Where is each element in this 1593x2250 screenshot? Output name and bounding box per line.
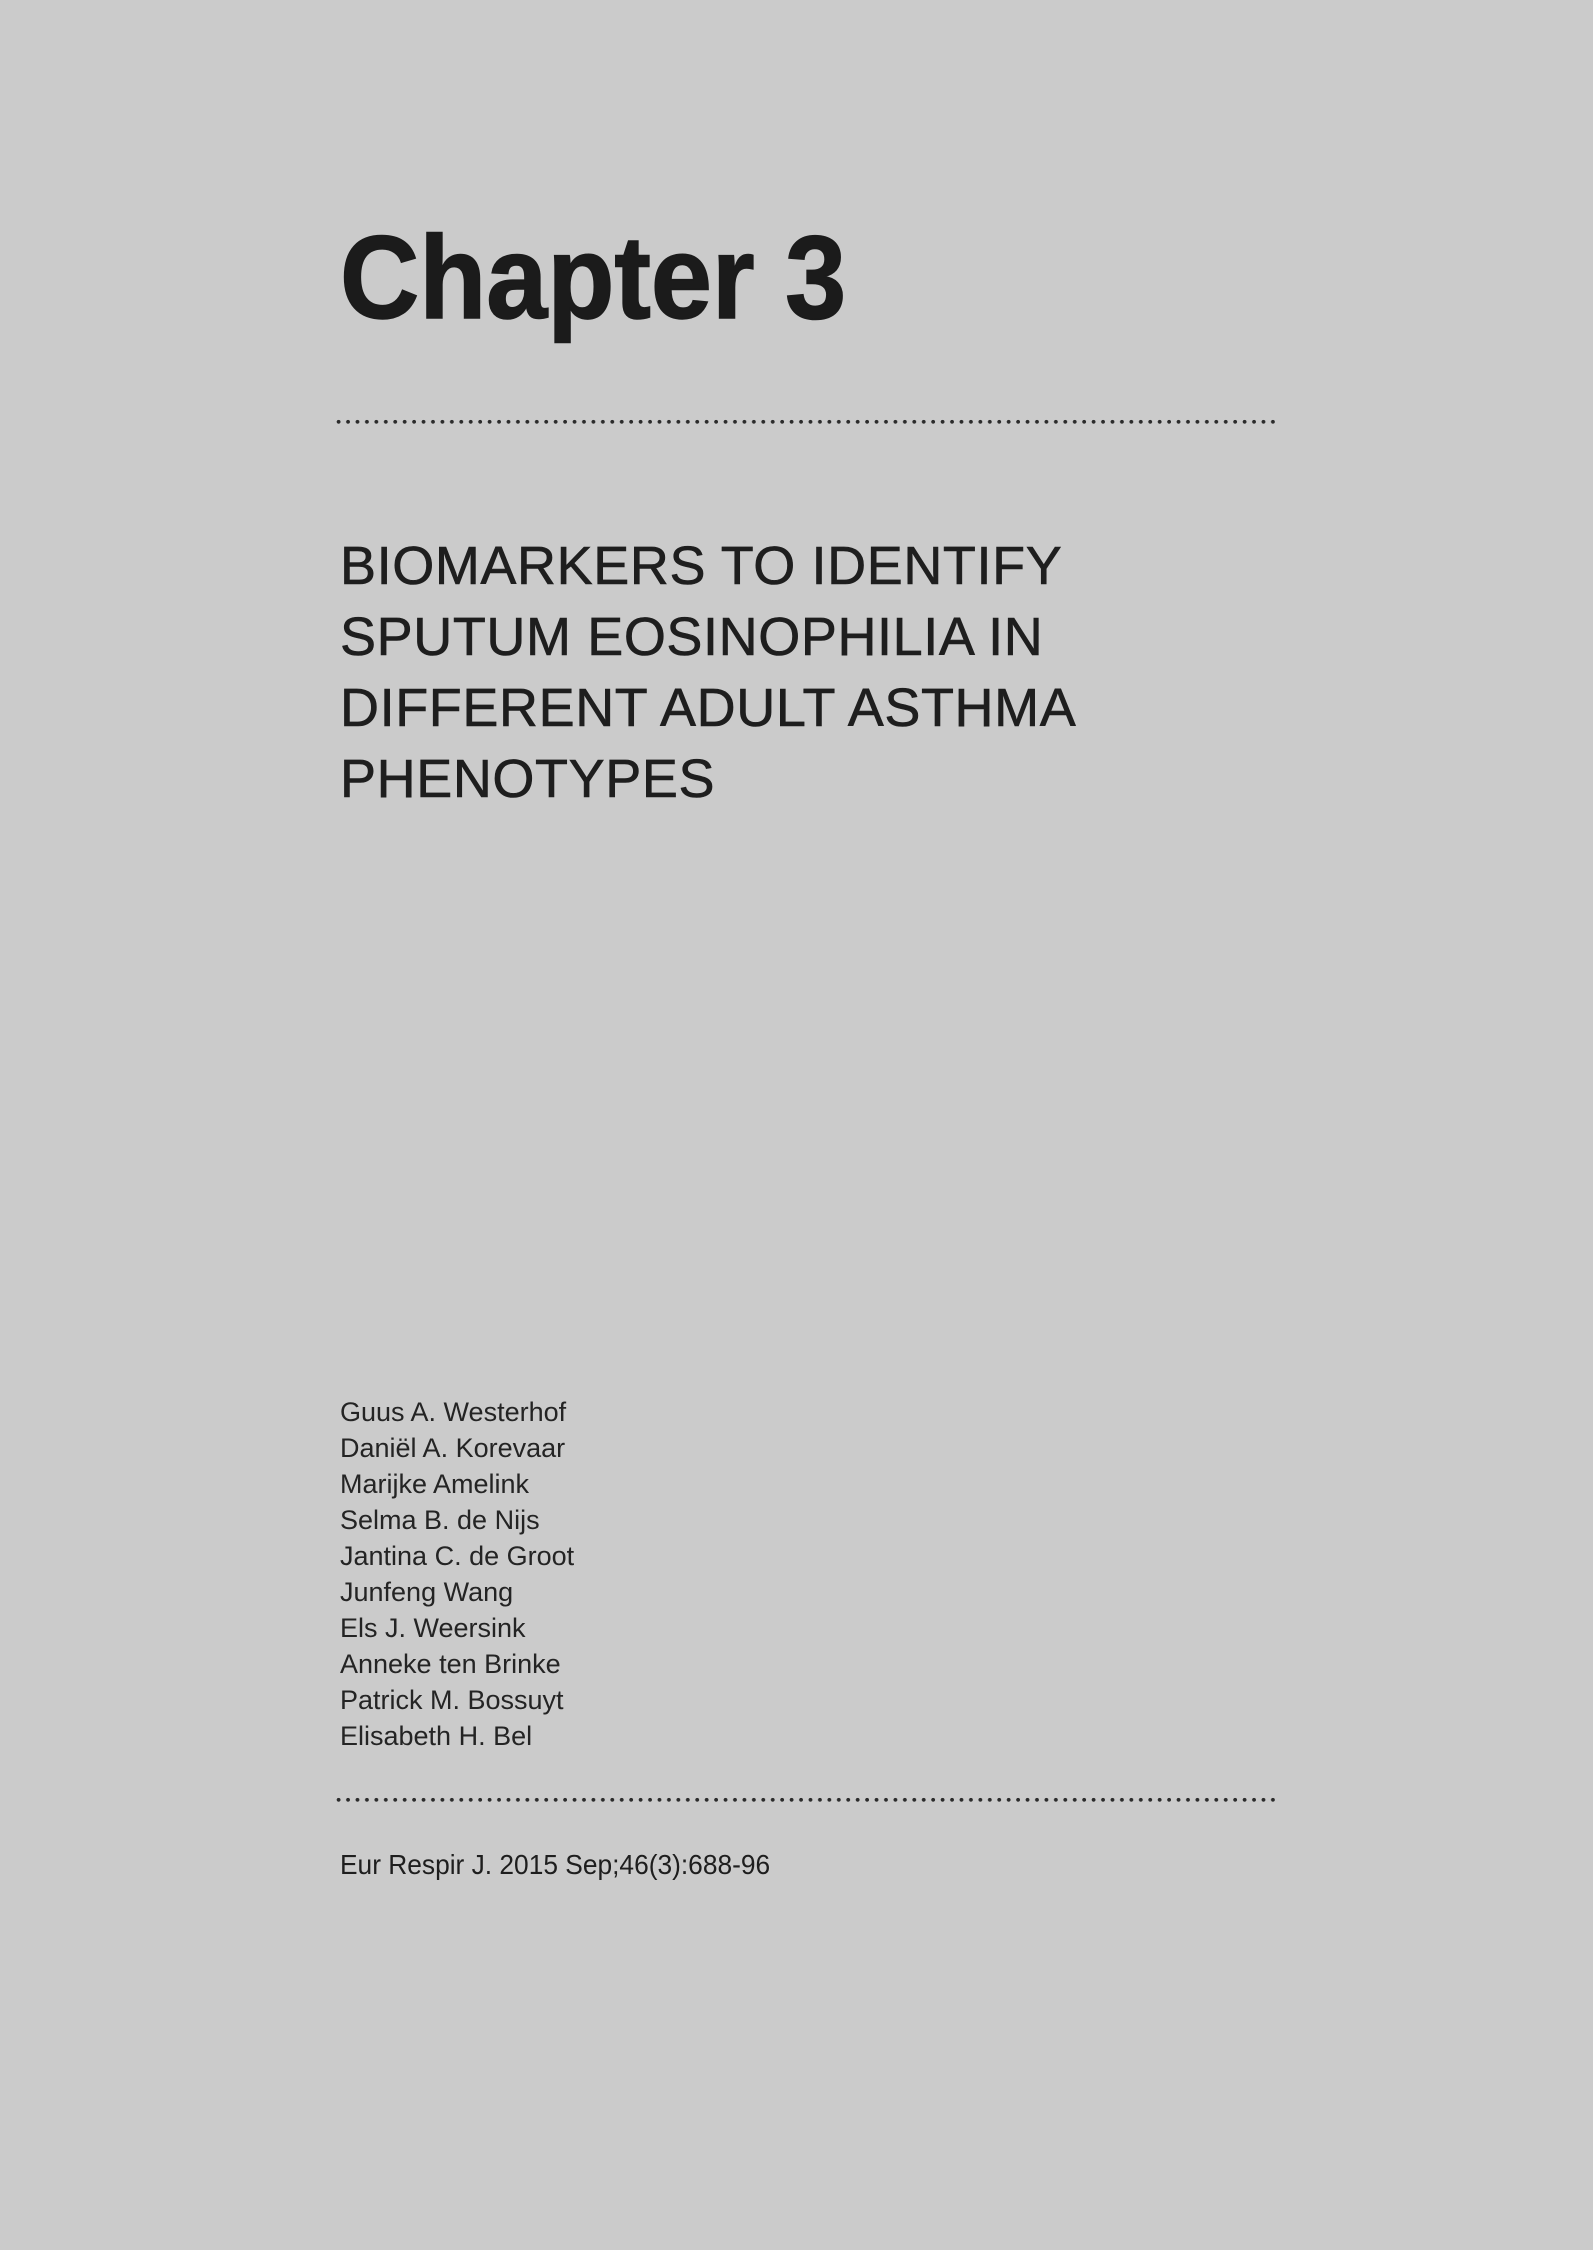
author-name: Els J. Weersink	[340, 1613, 526, 1643]
author-name: Marijke Amelink	[340, 1469, 530, 1499]
dotted-divider-bottom	[336, 1797, 1277, 1803]
author-name: Junfeng Wang	[340, 1577, 514, 1607]
dotted-divider-top	[336, 419, 1277, 425]
chapter-title-line: PHENOTYPES	[340, 749, 716, 809]
author-name: Elisabeth H. Bel	[340, 1721, 533, 1751]
chapter-title-line: SPUTUM EOSINOPHILIA IN	[340, 607, 1044, 667]
author-name: Selma B. de Nijs	[340, 1505, 540, 1535]
chapter-title-line: BIOMARKERS TO IDENTIFY	[340, 536, 1063, 596]
author-name: Daniël A. Korevaar	[340, 1433, 566, 1463]
author-name: Anneke ten Brinke	[340, 1649, 561, 1679]
author-name: Jantina C. de Groot	[340, 1541, 575, 1571]
chapter-title-line: DIFFERENT ADULT ASTHMA	[340, 678, 1077, 738]
chapter-heading: Chapter 3	[340, 212, 847, 344]
citation: Eur Respir J. 2015 Sep;46(3):688-96	[340, 1849, 771, 1880]
chapter-title	[340, 531, 1076, 815]
author-name: Patrick M. Bossuyt	[340, 1685, 564, 1715]
author-list	[340, 1394, 574, 1754]
author-name: Guus A. Westerhof	[340, 1397, 567, 1427]
